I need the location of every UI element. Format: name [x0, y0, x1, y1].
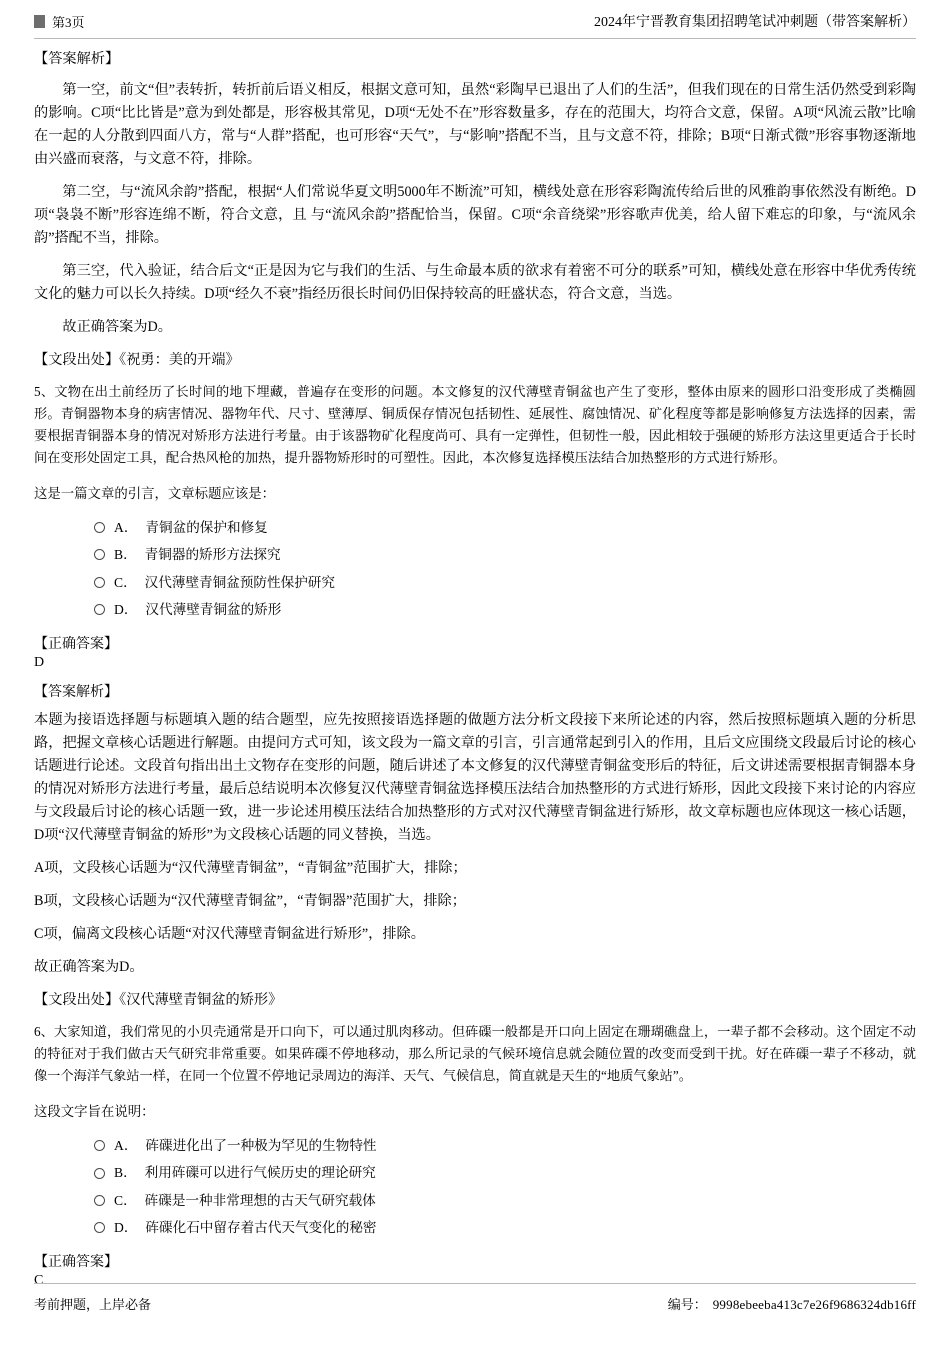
radio-icon[interactable]: [94, 1222, 105, 1233]
q6-question: 这段文字旨在说明：: [34, 1104, 155, 1120]
radio-icon[interactable]: [94, 522, 105, 533]
q5-analysis-a: A项，文段核心话题为“汉代薄壁青铜盆”，“青铜盆”范围扩大，排除；: [34, 859, 467, 876]
option-text: 汉代薄壁青铜盆的矫形: [145, 601, 282, 617]
radio-icon[interactable]: [94, 1140, 105, 1151]
header-page-label: 第3页: [52, 14, 85, 30]
page-footer: [34, 1294, 916, 1313]
option-letter: A．: [114, 1138, 138, 1154]
q4-blank2-paragraph: 第二空，与“流风余韵”搭配，根据“人们常说华夏文明5000年不断流”可知，横线处意在形容彩陶流传给后世的风雅韵事依然没有断绝。D项“袅袅不断”形容连绵不断，符合文意，且 与“流风余韵”搭配恰当，保留。C项“余音绕梁”形容歌声优美，给人留下难忘的印象，与“流风余韵”搭配不当，排除。: [34, 183, 916, 246]
q5-question: 这是一篇文章的引言，文章标题应该是：: [34, 486, 276, 502]
option-letter: C．: [114, 574, 137, 590]
option-item[interactable]: [34, 514, 916, 541]
q4-analysis-heading: 【答案解析】: [34, 51, 120, 67]
option-letter: A．: [114, 520, 138, 536]
page-header: [0, 8, 950, 34]
q4-conclusion: 故正确答案为D。: [62, 318, 172, 335]
radio-icon[interactable]: [94, 577, 105, 588]
option-letter: C．: [114, 1192, 137, 1208]
footer-code-label: 编号：: [667, 1297, 707, 1312]
option-text: 砗磲是一种非常理想的古天气研究载体: [144, 1192, 376, 1208]
q5-source: 【文段出处】《汉代薄壁青铜盆的矫形》: [34, 991, 283, 1008]
q5-stem: 5、文物在出土前经历了长时间的地下埋藏，普遍存在变形的问题。本文修复的汉代薄壁青铜盆也产生了变形，整体由原来的圆形口沿变形成了类椭圆形。青铜器物本身的病害情况、器物年代、尺寸、壁薄厚、铜质保存情况包括韧性、延展性、腐蚀情况、矿化程度等都是影响修复方法选择的因素，需要根据青铜器本身的情况对矫形方法进行考量。由于该器物矿化程度尚可、具有一定弹性，但韧性一般，因此相较于强硬的矫形方法这里更适合于长时间在变形处固定工具，配合热风枪的加热，提升器物矫形时的可塑性。因此，本次修复选择模压法结合加热整形的方式进行矫形。: [34, 383, 916, 466]
q4-blank3-paragraph: 第三空，代入验证，结合后文“正是因为它与我们的生活、与生命最本质的欲求有着密不可分的联系”可知，横线处意在形容中华优秀传统文化的魅力可以长久持续。D项“经久不衰”指经历很长时间仍旧保持较高的旺盛状态，符合文意，当选。: [34, 262, 916, 302]
option-letter: B．: [114, 1165, 137, 1181]
header-divider: [34, 38, 916, 39]
option-item[interactable]: [34, 1132, 916, 1159]
option-text: 青铜器的矫形方法探究: [144, 547, 281, 563]
q5-analysis-b: B项，文段核心话题为“汉代薄壁青铜盆”，“青铜器”范围扩大，排除；: [34, 892, 466, 909]
q5-analysis-heading: 【答案解析】: [34, 684, 118, 700]
option-letter: B．: [114, 547, 137, 563]
option-item[interactable]: [34, 1214, 916, 1241]
header-title: 2024年宁晋教育集团招聘笔试冲刺题（带答案解析）: [594, 15, 916, 30]
footer-code-value: 9998ebeeba413c7e26f9686324db16ff: [712, 1297, 916, 1312]
option-text: 利用砗磲可以进行气候历史的理论研究: [144, 1165, 376, 1181]
radio-icon[interactable]: [94, 1168, 105, 1179]
option-text: 汉代薄壁青铜盆预防性保护研究: [144, 574, 335, 590]
q5-options: [34, 514, 916, 623]
q6-stem: 6、大家知道，我们常见的小贝壳通常是开口向下，可以通过肌肉移动。但砗磲一般都是开口向上固定在珊瑚礁盘上，一辈子都不会移动。这个固定不动的特征对于我们做古天气研究非常重要。如果砗磲不停地移动，那么所记录的气候环境信息就会随位置的改变而受到干扰。好在砗磲一辈子不移动，就像一个海洋气象站一样，在同一个位置不停地记录周边的海洋、天气、气候信息，简直就是天生的“地质气象站”。: [34, 1023, 916, 1084]
q5-conclusion: 故正确答案为D。: [34, 958, 144, 975]
option-item[interactable]: [34, 1187, 916, 1214]
option-item[interactable]: [34, 569, 916, 596]
option-text: 砗磲进化出了一种极为罕见的生物特性: [145, 1138, 377, 1154]
radio-icon[interactable]: [94, 549, 105, 560]
option-item[interactable]: [34, 596, 916, 623]
q6-answer-value: C: [34, 1272, 44, 1288]
footer-code-group: [668, 1294, 916, 1313]
q5-analysis-c: C项，偏离文段核心话题“对汉代薄壁青铜盆进行矫形”，排除。: [34, 925, 425, 942]
q6-answer-heading: 【正确答案】: [34, 1254, 118, 1270]
q4-source: 【文段出处】《祝勇：美的开端》: [34, 351, 240, 368]
footer-divider: [34, 1283, 916, 1284]
option-text: 砗磲化石中留存着古代天气变化的秘密: [145, 1219, 377, 1235]
option-text: 青铜盆的保护和修复: [145, 520, 268, 536]
option-letter: D．: [114, 601, 138, 617]
option-item[interactable]: [34, 541, 916, 568]
option-item[interactable]: [34, 1159, 916, 1186]
q5-analysis-paragraph: 本题为接语选择题与标题填入题的结合题型，应先按照接语选择题的做题方法分析文段接下来所论述的内容，然后按照标题填入题的分析思路，把握文章核心话题进行解题。由提问方式可知，该文段为一篇文章的引言，引言通常起到引入的作用，且后文应围绕文段最后讨论的核心话题进行论述。文段首句指出出土文物存在变形的问题，随后讲述了本文修复的汉代薄壁青铜盆变形后的特征，后文讲述需要根据青铜器本身的情况对矫形方法进行考量，最后总结说明本次修复汉代薄壁青铜盆选择模压法结合加热整形的方式进行矫形，因此文段接下来讨论的内容应与文段最后讨论的核心话题一致，进一步论述用模压法结合加热整形的方式对汉代薄壁青铜盆进行矫形，故文章标题也应体现这一核心话题，D项“汉代薄壁青铜盆的矫形”为文段核心话题的同义替换，当选。: [34, 711, 916, 843]
document-content: [34, 48, 916, 1299]
q5-answer-value: D: [34, 654, 45, 670]
footer-slogan: 考前押题，上岸必备: [34, 1297, 152, 1312]
radio-icon[interactable]: [94, 1195, 105, 1206]
q5-answer-heading: 【正确答案】: [34, 636, 118, 652]
option-letter: D．: [114, 1219, 138, 1235]
radio-icon[interactable]: [94, 604, 105, 615]
q6-options: [34, 1132, 916, 1241]
q4-blank1-paragraph: 第一空，前文“但”表转折，转折前后语义相反，根据文意可知，虽然“彩陶早已退出了人们的生活”，但我们现在的日常生活仍然受到彩陶的影响。C项“比比皆是”意为到处都是，形容极其常见，D项“无处不在”形容数量多，存在的范围大，均符合文意，保留。A项“风流云散”比喻在一起的人分散到四面八方，常与“人群”搭配，也可形容“天气”，与“影响”搭配不当，且与文意不符，排除；B项“日渐式微”形容事物逐渐地由兴盛而衰落，与文意不符，排除。: [34, 81, 916, 167]
